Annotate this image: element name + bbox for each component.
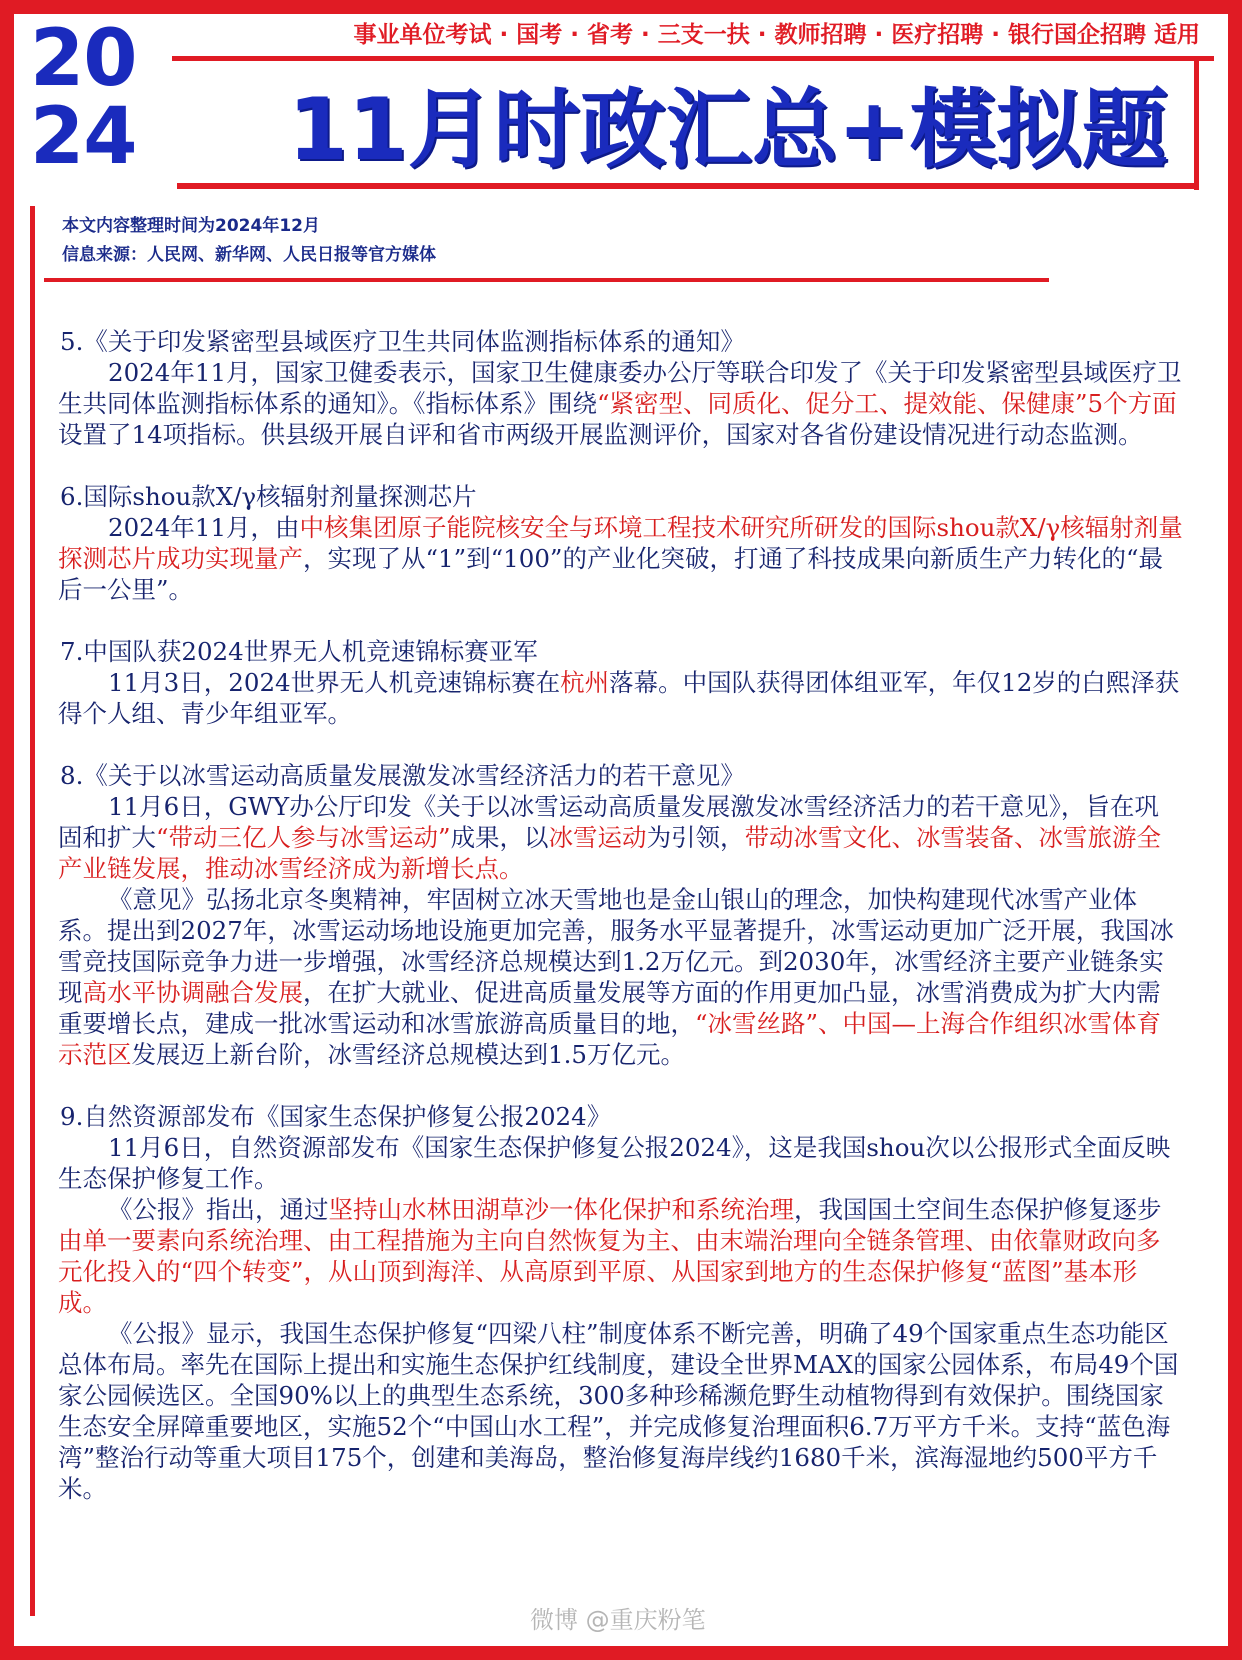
text-run: 2024年11月，国家卫健委表示，国家卫生健康委办公厅等联合印发了《关于印发紧密型县域医疗卫生共同体监测指标体系的通知》。《指标体系》围绕 xyxy=(58,358,1182,418)
highlight-text: 中核集团原子能院核安全与环境工程技术研究所研发的国际shou款X/γ核辐射剂量探测芯片成功实现量产 xyxy=(58,513,1183,573)
title-rule xyxy=(177,183,1199,189)
section-paragraph: 《公报》显示，我国生态保护修复“四梁八柱”制度体系不断完善，明确了49个国家重点生态功能区总体布局。率先在国际上提出和实施生态保护红线制度，建设全世界MAX的国家公园体系，布局49个国家公园候选区。全国90%以上的典型生态系统，300多种珍稀濒危野生动植物得到有效保护。围绕国家生态安全屏障重要地区，实施52个“中国山水工程”，并完成修复治理面积6.7万平方千米。支持“蓝色海湾”整治行动等重大项目175个，创建和美海岛，整治修复海岸线约1680千米，滨海湿地约500平方千米。 xyxy=(58,1319,1179,1503)
text-run: 为引领， xyxy=(646,823,745,852)
article-body xyxy=(58,326,1183,1535)
meta-info xyxy=(62,212,436,270)
text-run: ，实现了从“1”到“100”的产业化突破，打通了科技成果向新质生产力转化的“最后一公里”。 xyxy=(58,544,1163,604)
section-paragraph: 11月6日，自然资源部发布《国家生态保护修复公报2024》，这是我国shou次以公报形式全面反映生态保护修复工作。 xyxy=(58,1133,1171,1193)
text-run: ，在扩大就业、促进高质量发展等方面的作用更加凸显，冰雪消费成为扩大内需重要增长点，建成一批冰雪运动和冰雪旅游高质量目的地， xyxy=(58,978,1161,1038)
page-title: 11月时政汇总+模拟题 xyxy=(288,80,1168,180)
right-rule xyxy=(1194,56,1199,190)
highlight-text: “紧密型、同质化、促分工、提效能、保健康”5个方面 xyxy=(597,389,1177,418)
text-run: 《意见》弘扬北京冬奥精神，牢固树立冰天雪地也是金山银山的理念，加快构建现代冰雪产业体系。提出到2027年，冰雪运动场地设施更加完善，服务水平显著提升，冰雪运动更加广泛开展，我国冰雪竞技国际竞争力进一步增强，冰雪经济总规模达到1.2万亿元。到2030年，冰雪经济主要产业链条实现 xyxy=(58,885,1174,1007)
highlight-text: 由单一要素向系统治理、由工程措施为主向自然恢复为主、由末端治理向全链条管理、由依靠财政向多元化投入的“四个转变”，从山顶到海洋、从高原到平原、从国家到地方的生态保护修复“蓝图”基本形成。 xyxy=(58,1226,1161,1317)
compile-date: 本文内容整理时间为2024年12月 xyxy=(62,216,320,236)
section-paragraph xyxy=(58,512,1183,605)
section-heading: 7.中国队获2024世界无人机竞速锦标赛亚军 xyxy=(60,637,538,666)
section-paragraph xyxy=(58,667,1183,729)
highlight-text: 冰雪运动 xyxy=(548,823,647,852)
left-rule xyxy=(30,206,35,1616)
section-heading: 8.《关于以冰雪运动高质量发展激发冰雪经济活力的若干意见》 xyxy=(60,761,745,790)
section-paragraph xyxy=(58,791,1183,884)
text-run: 11月3日，2024世界无人机竞速锦标赛在 xyxy=(108,668,561,697)
section-9 xyxy=(58,1101,1183,1504)
highlight-text: 高水平协调融合发展 xyxy=(82,978,303,1007)
text-run: 2024年11月，由 xyxy=(108,513,300,542)
text-run: 发展迈上新台阶，冰雪经济总规模达到1.5万亿元。 xyxy=(131,1040,685,1069)
year-badge xyxy=(30,14,160,182)
highlight-text: “带动三亿人参与冰雪运动” xyxy=(156,823,451,852)
section-8 xyxy=(58,760,1183,1070)
section-paragraph xyxy=(58,1194,1183,1318)
text-run: ，我国国土空间生态保护修复逐步 xyxy=(794,1195,1162,1224)
section-6 xyxy=(58,481,1183,605)
section-heading: 5.《关于印发紧密型县域医疗卫生共同体监测指标体系的通知》 xyxy=(60,327,745,356)
section-paragraph xyxy=(58,357,1183,450)
exam-types-subtitle: 事业单位考试 · 国考 · 省考 · 三支一扶 · 教师招聘 · 医疗招聘 · 银行国企招聘 适用 xyxy=(353,22,1200,48)
section-paragraph xyxy=(58,884,1183,1070)
section-heading: 6.国际shou款X/γ核辐射剂量探测芯片 xyxy=(60,482,477,511)
meta-rule xyxy=(44,278,1049,282)
highlight-text: 杭州 xyxy=(560,668,610,697)
highlight-text: “冰雪丝路”、中国—上海合作组织冰雪体育示范区 xyxy=(58,1009,1162,1069)
text-run: 成果，以 xyxy=(450,823,549,852)
info-source: 信息来源：人民网、新华网、人民日报等官方媒体 xyxy=(62,245,436,265)
highlight-text: 带动冰雪文化、冰雪装备、冰雪旅游全产业链发展，推动冰雪经济成为新增长点。 xyxy=(58,823,1162,883)
text-run: 《公报》指出，通过 xyxy=(108,1195,329,1224)
weibo-watermark: 微博 @重庆粉笔 xyxy=(530,1606,706,1634)
section-5 xyxy=(58,326,1183,450)
highlight-text: 坚持山水林田湖草沙一体化保护和系统治理 xyxy=(328,1195,794,1224)
text-run: 11月6日，GWY办公厅印发《关于以冰雪运动高质量发展激发冰雪经济活力的若干意见》，旨在巩固和扩大 xyxy=(58,792,1159,852)
section-7 xyxy=(58,636,1183,729)
year-line-2: 24 xyxy=(30,92,137,182)
text-run: 设置了14项指标。供县级开展自评和省市两级开展监测评价，国家对各省份建设情况进行动态监测。 xyxy=(58,420,1143,449)
year-line-1: 20 xyxy=(30,14,137,104)
top-rule xyxy=(172,56,1214,61)
text-run: 落幕。中国队获得团体组亚军，年仅12岁的白熙泽获得个人组、青少年组亚军。 xyxy=(58,668,1180,728)
section-heading: 9.自然资源部发布《国家生态保护修复公报2024》 xyxy=(60,1102,612,1131)
